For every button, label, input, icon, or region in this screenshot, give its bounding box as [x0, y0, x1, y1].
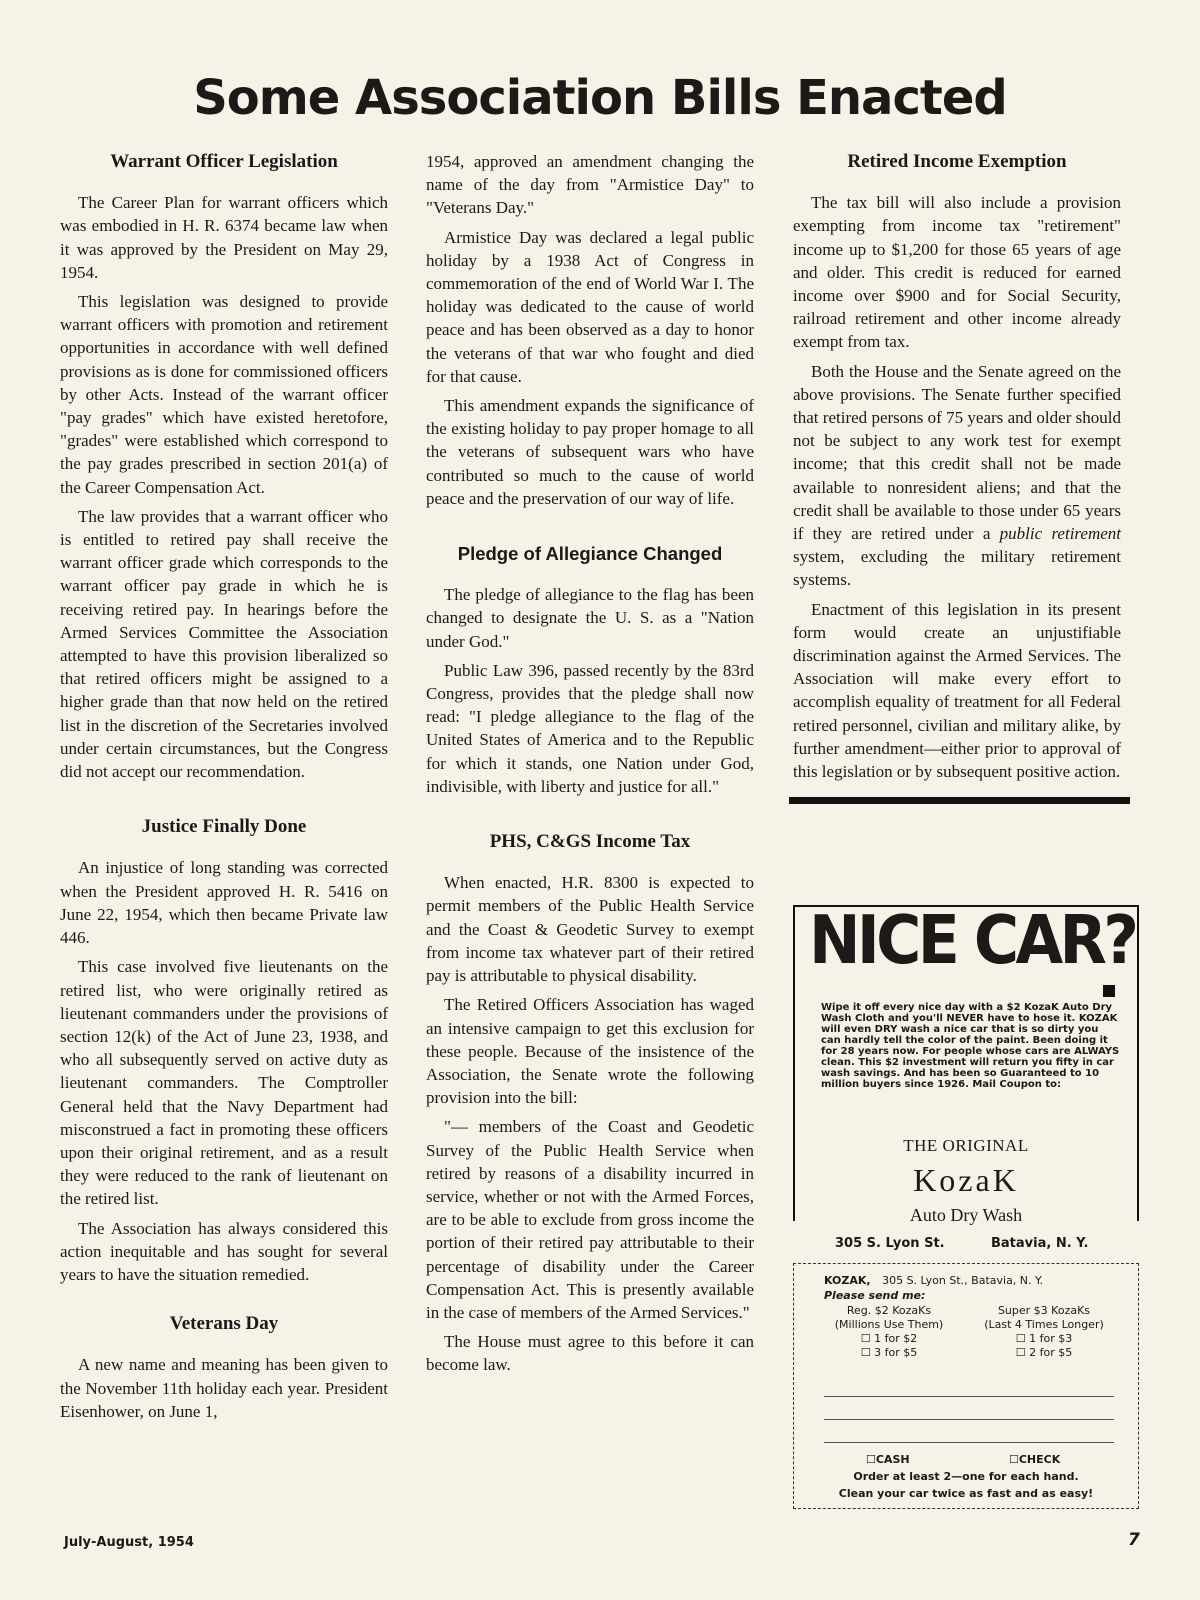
- ad-city: Batavia, N. Y.: [991, 1236, 1089, 1251]
- ad-street: 305 S. Lyon St.: [835, 1236, 945, 1251]
- paragraph: Both the House and the Senate agreed on the above provisions. The Senate further specified that retired persons of 75 years and older should not be subject to any work test for exempt income; that this credit shall not be made available to nonresident aliens; and that the credit shall be available to those under 65 years if they are retired under a public retirement system, excluding the military retirement systems.: [793, 361, 1121, 590]
- ad-the-original: THE ORIGINAL: [903, 1136, 1029, 1155]
- paragraph: An injustice of long standing was corrected when the President approved H. R. 5416 on June 22, 1954, which then became Private law 446.: [60, 858, 388, 948]
- paragraph: The House must agree to this before it can become law.: [426, 1332, 754, 1375]
- coupon-super-option: Super $3 KozaKs (Last 4 Times Longer) ☐ 1 for $3 ☐ 2 for $5: [964, 1304, 1124, 1360]
- paragraph: When enacted, H.R. 8300 is expected to permit members of the Public Health Service and the Coast & Geodetic Survey to exempt from income tax whatever part of their retired pay is attributable to physical disability.: [426, 873, 754, 986]
- checkbox-super-2[interactable]: ☐ 2 for $5: [1015, 1346, 1073, 1359]
- column-1: [60, 150, 388, 1429]
- section-heading-justice: Justice Finally Done: [141, 816, 307, 838]
- page-number: 7: [1128, 1530, 1140, 1550]
- paragraph: The pledge of allegiance to the flag has been changed to designate the U. S. as a "Nation under God.": [426, 585, 754, 651]
- kozak-advertisement: [793, 901, 1139, 1225]
- checkbox-reg-1[interactable]: ☐ 1 for $2: [860, 1332, 918, 1345]
- mail-coupon: [793, 1263, 1139, 1509]
- paragraph: This amendment expands the significance of the existing holiday to pay proper homage to all the veterans of subsequent wars who have contributed so much to the cause of world peace and the preservation of our way of life.: [426, 396, 754, 508]
- coupon-regular-option: Reg. $2 KozaKs (Millions Use Them) ☐ 1 for $2 ☐ 3 for $5: [814, 1304, 964, 1360]
- emphasis-public-retirement: public retirement: [999, 524, 1121, 544]
- paragraph: Enactment of this legislation in its present form would create an unjustifiable discrimination against the Armed Services. The Association will make every effort to accomplish equality of treatment for all Federal retired personnel, civilian and military alike, by further amendment—either prior to approval of this legislation or by subsequent positive action.: [793, 599, 1121, 782]
- checkbox-reg-3[interactable]: ☐ 3 for $5: [860, 1346, 918, 1359]
- divider-rule: [789, 797, 1130, 804]
- paragraph: "— members of the Coast and Geodetic Survey of the Public Health Service when retired by reasons of a disability incurred in service, whether or not with the Armed Forces, are to be able to exclude from gross income the portion of their retired pay attributable to their percentage of disability under the Career Compensation Act. This is presently available in the case of members of the Armed Services.": [426, 1117, 754, 1322]
- paragraph: The Career Plan for warrant officers which was embodied in H. R. 6374 became law when it was approved by the President on May 29, 1954.: [60, 193, 388, 282]
- page-headline: Some Association Bills Enacted: [193, 70, 1007, 126]
- checkbox-cash[interactable]: ☐CASH: [866, 1453, 910, 1466]
- ad-headline: NICE CAR?: [809, 901, 1136, 979]
- section-heading-pledge: Pledge of Allegiance Changed: [457, 543, 723, 565]
- checkbox-super-1[interactable]: ☐ 1 for $3: [1015, 1332, 1073, 1345]
- paragraph: The Retired Officers Association has waged an intensive campaign to get this exclusion for these people. Because of the insistence of the Association, the Senate wrote the following provision into the bill:: [426, 995, 754, 1108]
- paragraph: Armistice Day was declared a legal public holiday by a 1938 Act of Congress in commemoration of the end of World War I. The holiday was dedicated to the cause of world peace and has been observed as a day to honor the veterans of that war who fought and died for that cause.: [426, 227, 754, 386]
- section-heading-warrant-officer: Warrant Officer Legislation: [110, 151, 338, 172]
- column-3: [793, 150, 1121, 812]
- coupon-street-line[interactable]: [824, 1419, 1114, 1420]
- paragraph: Public Law 396, passed recently by the 83rd Congress, provides that the pledge shall now read: "I pledge allegiance to the flag of the United States of America and to the Republic for which it stands, one Nation under God, indivisible, with liberty and justice for all.": [426, 660, 754, 796]
- paragraph: The tax bill will also include a provision exempting from income tax "retirement" income up to $1,200 for those 65 years of age and older. This credit is reduced for earned income over $900 and for Social Security, railroad retirement and other income already exempt from tax.: [793, 193, 1121, 352]
- ad-body-copy: Wipe it off every nice day with a $2 KozaK Auto Dry Wash Cloth and you'll NEVER have to hose it. KOZAK will even DRY wash a nice car that is so dirty you can hardly tell the color of the paint. Been doing it for 28 years now. For people whose cars are ALWAYS clean. This $2 investment will return you fifty in car wash savings. And has been so Guaranteed to 10 million buyers since 1926. Mail Coupon to:: [821, 1002, 1120, 1090]
- paragraph: The Association has always considered this action inequitable and has sought for several years to have the situation remedied.: [60, 1218, 388, 1284]
- paragraph: This legislation was designed to provide warrant officers with promotion and retirement opportunities in accordance with well defined provisions as is done for commissioned officers by other Acts. Instead of the warrant officer "pay grades" which have existed heretofore, "grades" were established which correspond to the pay grades prescribed in section 201(a) of the Career Compensation Act.: [60, 292, 388, 497]
- coupon-address: 305 S. Lyon St., Batavia, N. Y.: [882, 1274, 1044, 1287]
- ad-product-name: Auto Dry Wash: [795, 1205, 1137, 1226]
- section-heading-phs-income-tax: PHS, C&GS Income Tax: [489, 831, 691, 853]
- coupon-please-send: Please send me:: [824, 1289, 926, 1302]
- paragraph: A new name and meaning has been given to the November 11th holiday each year. President Eisenhower, on June 1,: [60, 1355, 388, 1421]
- coupon-footer-1: Order at least 2—one for each hand.: [853, 1470, 1079, 1483]
- paragraph: This case involved five lieutenants on the retired list, who were originally retired as lieutenant commanders under the provisions of section 12(k) of the Act of June 23, 1938, and who all subsequently served on active duty as lieutenant commanders. The Comptroller General held that the Navy Department had misconstrued a fact in promoting these officers upon their original retirement, and as a result they were reduced to the rank of lieutenant on the retired list.: [60, 957, 388, 1209]
- column-2: [426, 150, 754, 1383]
- coupon-name-line[interactable]: [824, 1396, 1114, 1397]
- ad-brand-name: KozaK: [913, 1162, 1019, 1198]
- section-heading-retired-income: Retired Income Exemption: [847, 151, 1067, 172]
- paragraph: The law provides that a warrant officer who is entitled to retired pay shall receive the warrant officer grade which corresponds to the warrant officer pay grade in which he is receiving retired pay. In hearings before the Armed Services Committee the Association attempted to have this provision liberalized so that retired officers might be assigned to a higher grade than that now held on the retired list in the discretion of the Secretaries involved under certain circumstances, but the Congress did not accept our recommendation.: [60, 506, 388, 782]
- paragraph: 1954, approved an amendment changing the name of the day from "Armistice Day" to "Veterans Day.": [426, 152, 754, 218]
- coupon-footer-2: Clean your car twice as fast and as easy!: [838, 1487, 1094, 1500]
- coupon-city-line[interactable]: [824, 1442, 1114, 1443]
- checkbox-check[interactable]: ☐CHECK: [1009, 1453, 1061, 1466]
- ad-bullet-square: [1103, 985, 1115, 997]
- issue-date: July-August, 1954: [64, 1535, 194, 1550]
- coupon-company: KOZAK,: [824, 1274, 871, 1287]
- section-heading-veterans-day: Veterans Day: [169, 1313, 279, 1335]
